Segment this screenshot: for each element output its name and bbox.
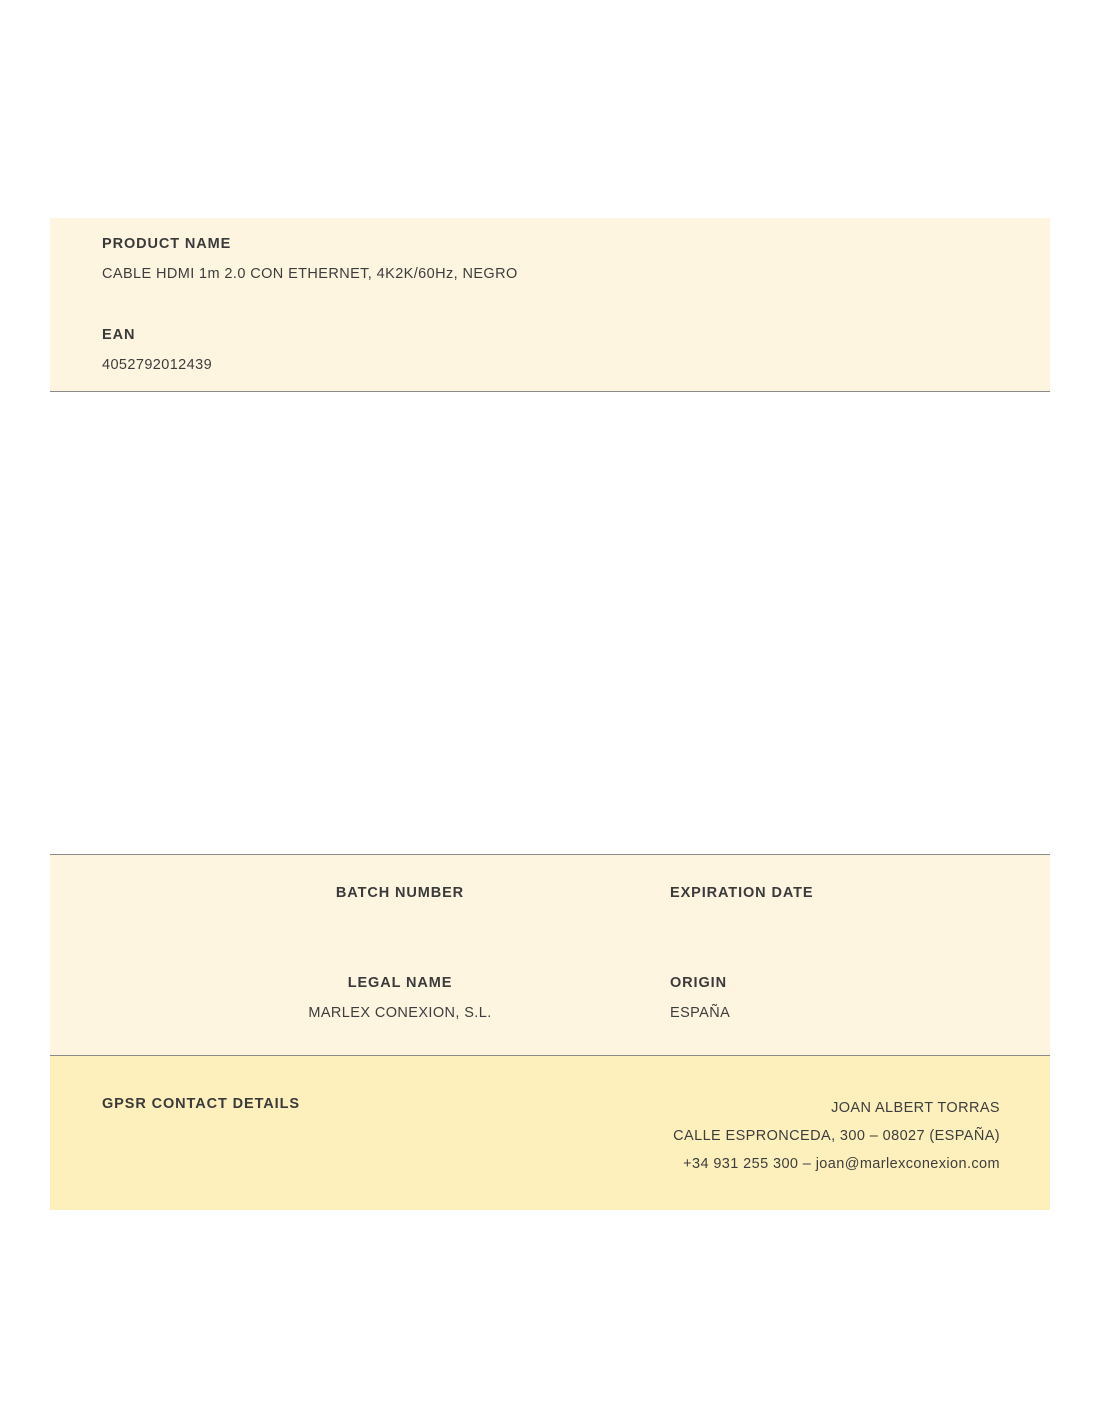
blank-spacer-region [50,392,1050,854]
batch-legal-block [50,854,1050,1056]
gpsr-contact-label: GPSR CONTACT DETAILS [102,1096,300,1112]
ean-value: 4052792012439 [102,357,213,373]
product-name-value: CABLE HDMI 1m 2.0 CON ETHERNET, 4K2K/60Hz, NEGRO [102,266,518,282]
legal-name-value: MARLEX CONEXION, S.L. [308,1005,492,1021]
batch-number-label: BATCH NUMBER [335,885,465,901]
origin-label: ORIGIN [670,975,727,991]
legal-name-label: LEGAL NAME [347,975,453,991]
product-name-label: PRODUCT NAME [102,236,232,252]
gpsr-contact-name: JOAN ALBERT TORRAS [831,1100,1000,1116]
expiration-date-label: EXPIRATION DATE [670,885,814,901]
gpsr-contact-block [50,1056,1050,1210]
gpsr-contact-details [673,1094,1000,1178]
product-info-block [50,218,1050,392]
ean-label: EAN [102,327,136,343]
gpsr-contact-address: CALLE ESPRONCEDA, 300 – 08027 (ESPAÑA) [673,1128,1000,1144]
gpsr-contact-phone-email: +34 931 255 300 – joan@marlexconexion.com [683,1156,1000,1172]
origin-value: ESPAÑA [670,1005,731,1021]
